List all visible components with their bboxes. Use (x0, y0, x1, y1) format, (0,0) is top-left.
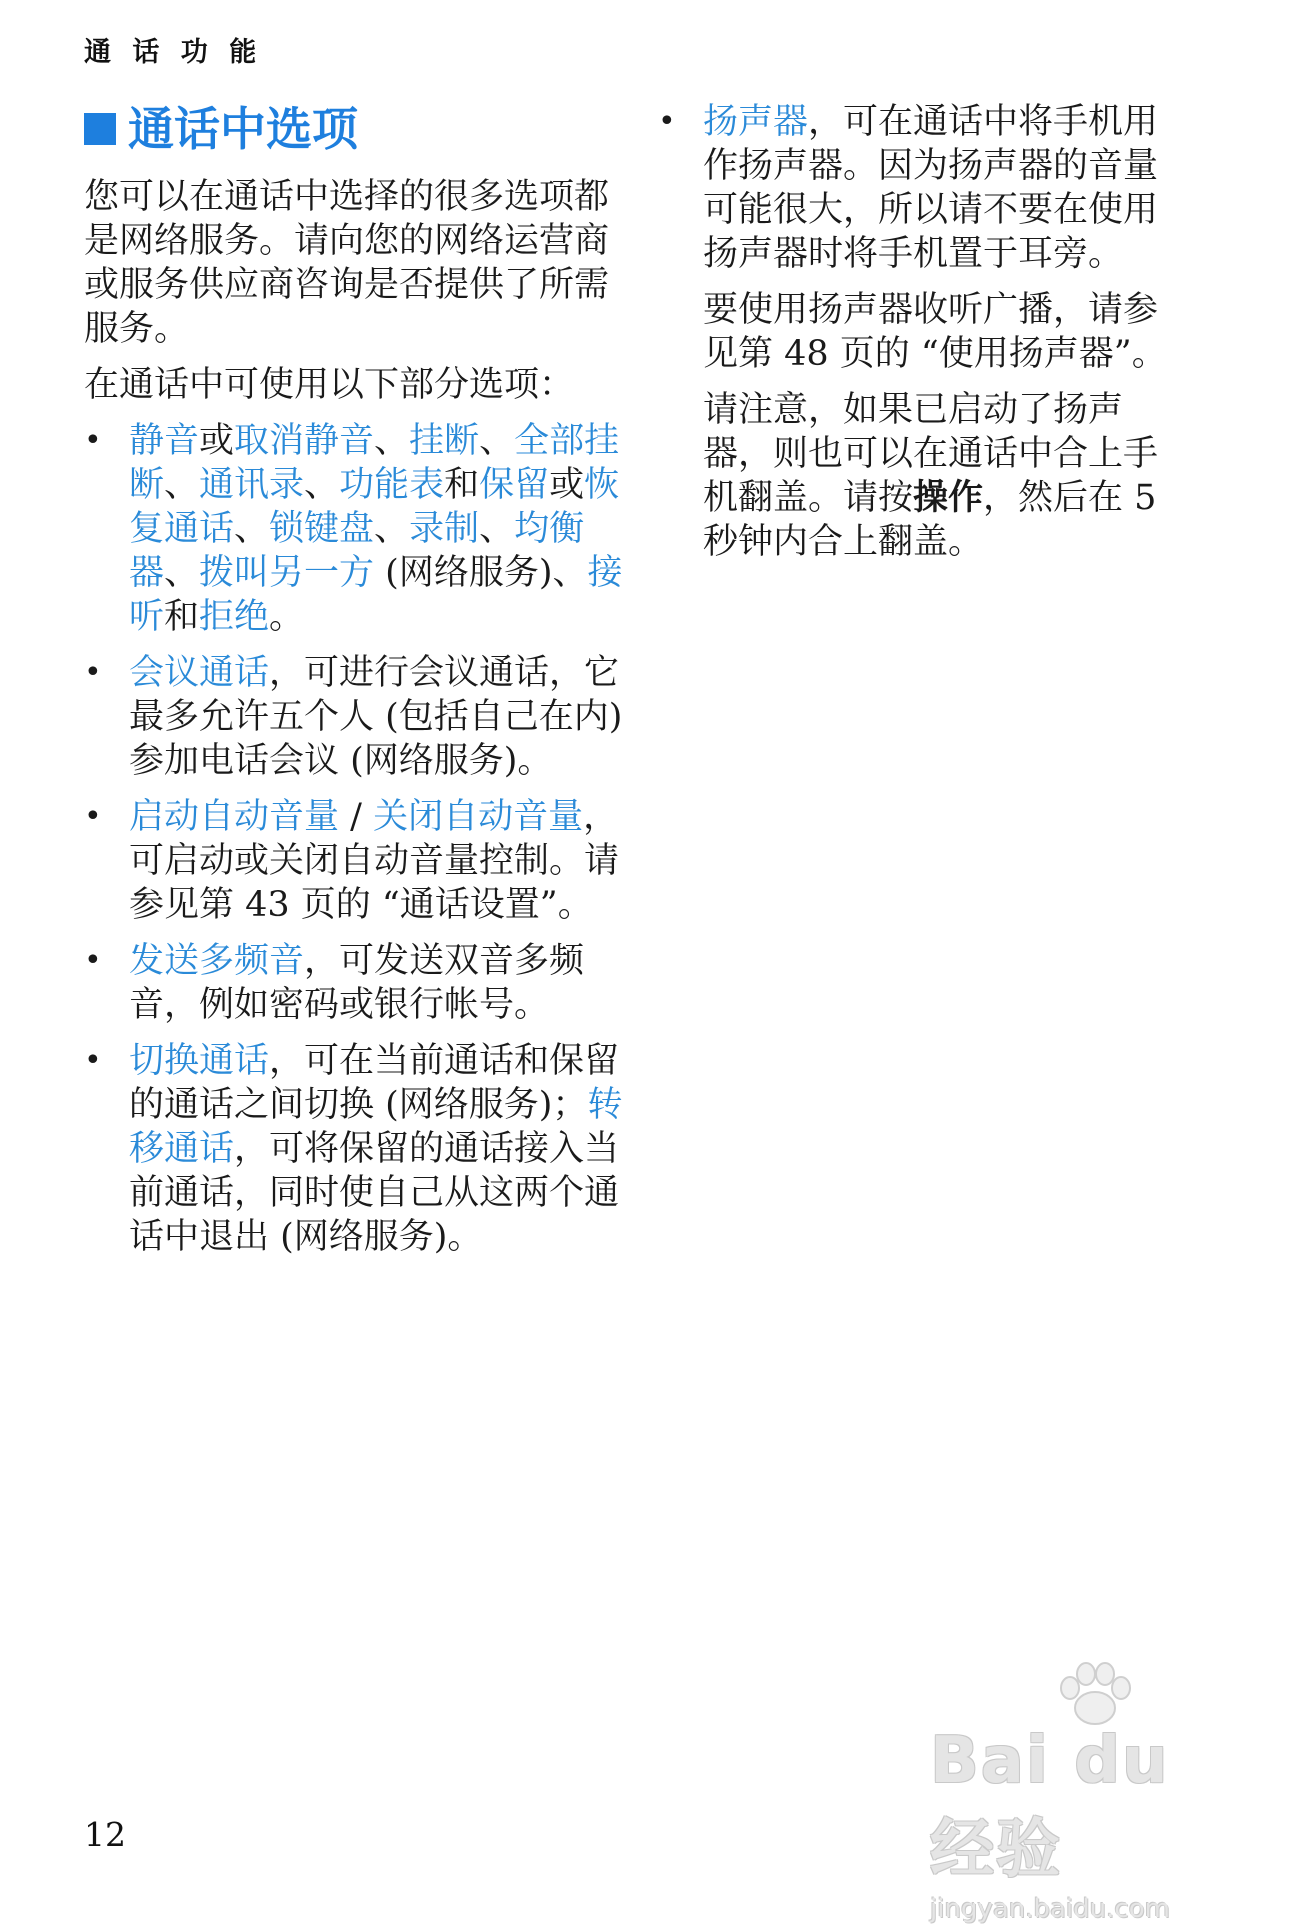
separator: 、 (304, 464, 340, 505)
option-description: ，可进行会议通话，它最多允许五个人 (包括自己在内) 参加电话会议 (网络服务)。 (129, 652, 623, 781)
separator: 、 (374, 420, 410, 461)
softkey-options: 操作 (913, 477, 984, 518)
text-and: 和 (444, 464, 480, 505)
note-text: 请注意，如果已启动了扬声器，则也可以在通话中合上手机翻盖。请按 (703, 390, 1159, 518)
bullet-icon: • (84, 654, 102, 690)
option-lock-keypad: 锁键盘 (269, 508, 375, 549)
option-call-other: 拨叫另一方 (199, 552, 375, 593)
text-and: 和 (164, 596, 200, 637)
text-slash: / (339, 796, 374, 837)
separator: 、 (234, 508, 270, 549)
bullet-icon: • (84, 422, 102, 458)
separator: 、 (374, 508, 410, 549)
loudspeaker-radio-note: 要使用扬声器收听广播，请参见第 48 页的 “使用扬声器”。 (703, 290, 1167, 374)
watermark-logo: Bai du 经验 (930, 1724, 1170, 1887)
list-item (84, 651, 624, 783)
option-description: ，可在通话中将手机用作扬声器。因为扬声器的音量可能很大，所以请不要在使用扬声器时将手机置于耳旁。 (703, 102, 1159, 274)
list-item (84, 1039, 624, 1259)
lead-paragraph: 在通话中可使用以下部分选项： (84, 364, 575, 405)
paw-icon (1050, 1660, 1140, 1730)
left-column (84, 100, 624, 1271)
option-transfer: 转移通话 (129, 1084, 623, 1169)
separator: 、 (479, 420, 515, 461)
flip-close-note (658, 388, 1178, 564)
separator: 、 (164, 552, 200, 593)
page-number: 12 (84, 1815, 126, 1854)
list-item (84, 795, 624, 927)
option-description: ，可启动或关闭自动音量控制。请参见第 43 页的 “通话设置”。 (129, 796, 620, 925)
option-contacts: 通讯录 (199, 464, 305, 505)
section-heading (84, 104, 624, 155)
baidu-jingyan-watermark (930, 1690, 1230, 1924)
option-unhold: 恢复通话 (129, 464, 620, 549)
text-network: (网络服务)、 (374, 552, 588, 593)
list-item (84, 939, 624, 1027)
option-mute: 静音 (129, 420, 200, 461)
option-record: 录制 (409, 508, 480, 549)
option-send-dtmf: 发送多频音 (129, 940, 305, 981)
watermark-url: jingyan.baidu.com (930, 1894, 1170, 1924)
option-end-call: 挂断 (409, 420, 480, 461)
bullet-icon: • (658, 104, 676, 139)
list-item (658, 100, 1178, 276)
option-end-all: 全部挂断 (129, 420, 620, 505)
option-swap: 切换通话 (129, 1040, 270, 1081)
option-auto-volume-on: 启动自动音量 (129, 796, 340, 837)
option-menu: 功能表 (339, 464, 445, 505)
text-end: 。 (269, 596, 305, 637)
text-or: 或 (199, 420, 235, 461)
options-list (84, 419, 624, 1259)
right-column (658, 100, 1178, 576)
option-conference: 会议通话 (129, 652, 270, 693)
bullet-icon: • (84, 798, 102, 834)
heading-square-icon (84, 113, 116, 145)
bullet-icon: • (84, 1042, 102, 1078)
option-description: ，可在当前通话和保留的通话之间切换 (网络服务)； (129, 1040, 620, 1125)
option-hold: 保留 (479, 464, 550, 505)
running-head: 通 话 功 能 (84, 37, 263, 68)
separator: 、 (479, 508, 515, 549)
option-auto-volume-off: 关闭自动音量 (373, 796, 584, 837)
note-text: ，然后在 5 秒钟内合上翻盖。 (703, 478, 1157, 562)
option-loudspeaker: 扬声器 (703, 102, 809, 142)
separator: 、 (164, 464, 200, 505)
option-equalizer: 均衡器 (129, 508, 585, 593)
options-list-continued (658, 100, 1178, 276)
option-reject: 拒绝 (199, 596, 270, 637)
text-or: 或 (549, 464, 585, 505)
bullet-icon: • (84, 942, 102, 978)
option-description: ，可将保留的通话接入当前通话，同时使自己从这两个通话中退出 (网络服务)。 (129, 1128, 620, 1257)
list-item (84, 419, 624, 639)
intro-paragraph: 您可以在通话中选择的很多选项都是网络服务。请向您的网络运营商或服务供应商咨询是否提供了所需服务。 (84, 176, 610, 349)
option-unmute: 取消静音 (234, 420, 375, 461)
section-title: 通话中选项 (128, 102, 358, 156)
option-description: ，可发送双音多频音，例如密码或银行帐号。 (129, 940, 585, 1025)
option-answer: 接听 (129, 552, 623, 637)
